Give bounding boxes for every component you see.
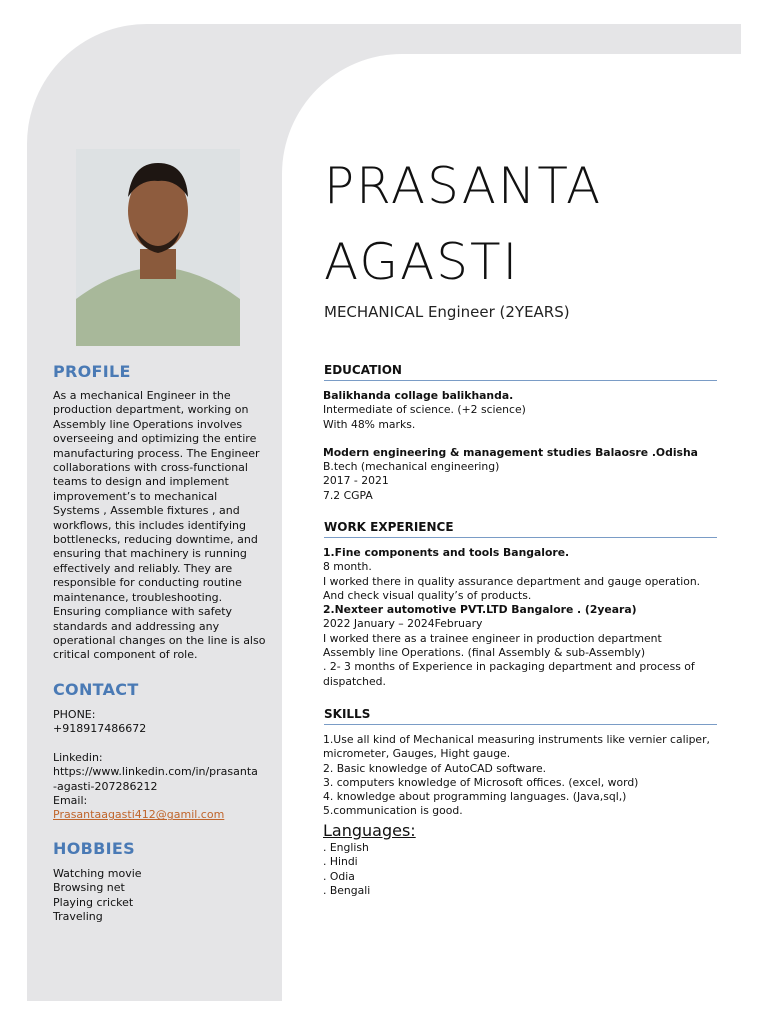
school-1-marks: With 48% marks. xyxy=(323,417,416,431)
job-2-desc-3: . 2- 3 months of Experience in packaging department and process of xyxy=(323,660,695,674)
hobbies-section xyxy=(53,839,268,925)
skill-line: 1.Use all kind of Mechanical measuring instruments like vernier caliper, xyxy=(323,733,710,746)
profile-line: bottlenecks, reducing downtime, and xyxy=(53,533,258,547)
school-2-years: 2017 - 2021 xyxy=(323,474,389,488)
hobbies-heading: HOBBIES xyxy=(53,839,135,858)
skill-line: 3. computers knowledge of Microsoft offices. (excel, word) xyxy=(323,775,639,789)
job-2-title: 2.Nexteer automotive PVT.LTD Bangalore . (2yeara) xyxy=(323,603,637,617)
skill-line: 2. Basic knowledge of AutoCAD software. xyxy=(323,761,547,775)
hobbies-list xyxy=(53,867,268,925)
email-link[interactable]: Prasantaagasti412@gamil.com xyxy=(53,808,225,822)
skills-heading: SKILLS xyxy=(324,707,717,725)
profile-line: standards and addressing any xyxy=(53,619,220,633)
education-heading: EDUCATION xyxy=(324,363,717,381)
profile-line: overseeing and optimizing the entire xyxy=(53,432,257,446)
linkedin-url[interactable]: https://www.linkedin.com/in/prasanta xyxy=(53,765,258,779)
profile-line: workflows, this includes identifying xyxy=(53,518,246,532)
job-1-desc-2: And check visual quality’s of products. xyxy=(323,588,532,602)
profile-text xyxy=(53,389,268,663)
hobby-item: Watching movie xyxy=(53,867,142,880)
job-title: MECHANICAL Engineer (2YEARS) xyxy=(324,303,570,321)
contact-heading: CONTACT xyxy=(53,680,139,699)
phone-label: PHONE: xyxy=(53,708,96,721)
profile-section xyxy=(53,362,268,663)
job-2-desc-4: dispatched. xyxy=(323,674,386,688)
contact-section xyxy=(53,680,268,823)
hobby-item: Traveling xyxy=(53,910,103,924)
language-item: . Hindi xyxy=(323,855,358,869)
job-2-desc: I worked there as a trainee engineer in production department xyxy=(323,631,662,645)
profile-line: production department, working on xyxy=(53,403,249,417)
email-label: Email: xyxy=(53,794,88,808)
hobby-item: Browsing net xyxy=(53,881,125,895)
profile-line: manufacturing process. The Engineer xyxy=(53,446,260,460)
profile-line: Ensuring compliance with safety xyxy=(53,605,233,619)
skill-line: micrometer, Gauges, Hight gauge. xyxy=(323,747,511,761)
job-2-duration: 2022 January – 2024February xyxy=(323,617,483,631)
school-1-name: Balikhanda collage balikhanda. xyxy=(323,389,514,402)
profile-line: effectively and reliably. They are xyxy=(53,561,233,575)
job-1-desc: I worked there in quality assurance department and gauge operation. xyxy=(323,574,701,588)
job-1-duration: 8 month. xyxy=(323,560,372,574)
profile-line: maintenance, troubleshooting. xyxy=(53,590,223,604)
linkedin-url-cont[interactable]: -agasti-207286212 xyxy=(53,779,158,793)
name-first: PRASANTA xyxy=(324,157,603,215)
skills-body xyxy=(323,733,723,819)
school-2-cgpa: 7.2 CGPA xyxy=(323,488,373,502)
phone-value: +918917486672 xyxy=(53,722,147,736)
skill-line: 5.communication is good. xyxy=(323,804,463,818)
languages-list xyxy=(323,841,723,898)
profile-line: collaborations with cross-functional xyxy=(53,461,248,475)
education-body xyxy=(323,389,723,503)
job-1-title: 1.Fine components and tools Bangalore. xyxy=(323,546,570,559)
work-body xyxy=(323,546,723,689)
work-heading: WORK EXPERIENCE xyxy=(324,520,717,538)
profile-line: teams to design and implement xyxy=(53,475,229,489)
profile-line: critical component of role. xyxy=(53,648,198,662)
language-item: . Bengali xyxy=(323,883,371,897)
profile-heading: PROFILE xyxy=(53,362,131,381)
school-2-degree: B.tech (mechanical engineering) xyxy=(323,460,500,474)
language-item: . English xyxy=(323,841,369,854)
profile-photo xyxy=(76,149,240,346)
linkedin-label: Linkedin: xyxy=(53,750,103,764)
profile-line: improvement’s to mechanical xyxy=(53,489,218,503)
profile-line: Assembly line Operations involves xyxy=(53,417,243,431)
languages-section xyxy=(323,820,723,898)
profile-line: ensuring that machinery is running xyxy=(53,547,247,561)
languages-heading: Languages: xyxy=(323,821,416,840)
profile-line: Systems , Assemble fixtures , and xyxy=(53,504,240,518)
school-2-name: Modern engineering & management studies Balaosre .Odisha xyxy=(323,445,698,459)
profile-line: As a mechanical Engineer in the xyxy=(53,389,231,402)
job-2-desc-2: Assembly line Operations. (final Assembly & sub-Assembly) xyxy=(323,646,646,660)
language-item: . Odia xyxy=(323,869,355,883)
skill-line: 4. knowledge about programming languages. (Java,sql,) xyxy=(323,790,627,804)
profile-line: operational changes on the line is also xyxy=(53,633,266,647)
profile-line: responsible for conducting routine xyxy=(53,576,242,590)
school-1-detail: Intermediate of science. (+2 science) xyxy=(323,403,526,417)
hobby-item: Playing cricket xyxy=(53,895,134,909)
name-last: AGASTI xyxy=(324,233,520,291)
